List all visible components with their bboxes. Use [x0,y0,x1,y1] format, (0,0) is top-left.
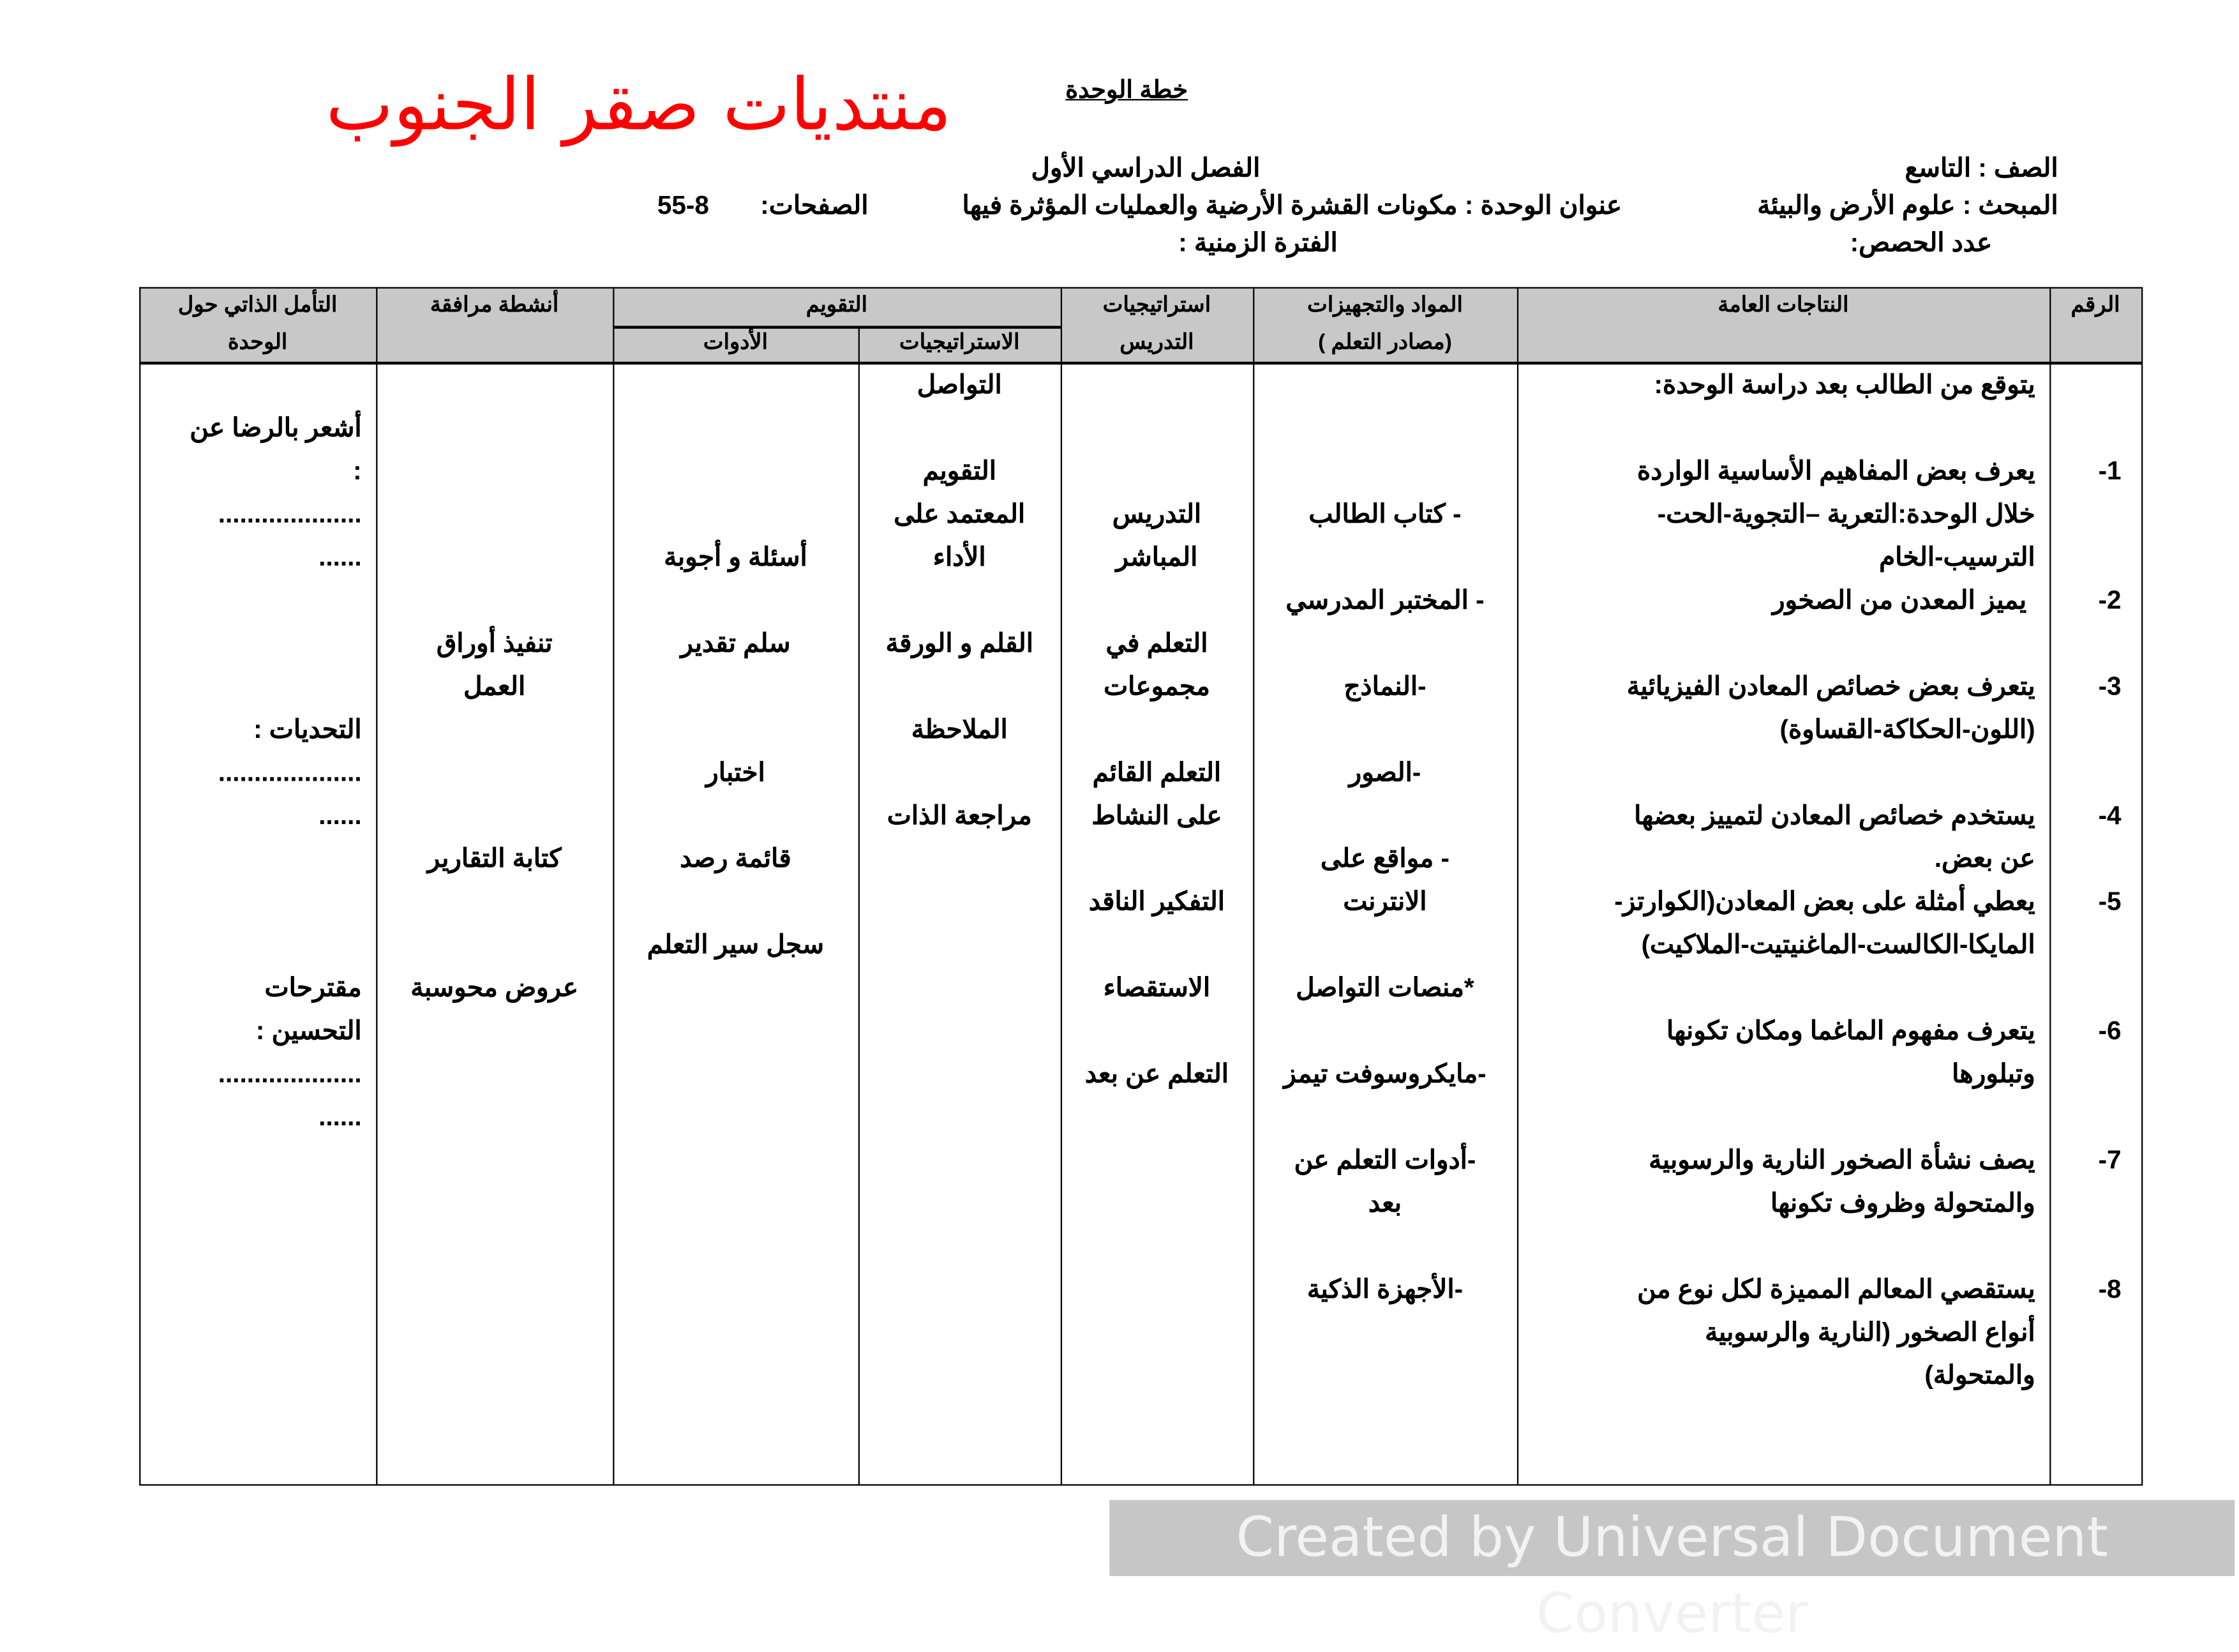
reflection-line: أشعر بالرضا عن [190,413,362,442]
outcome-number: -4 [2098,800,2122,830]
outcome-line: أنواع الصخور (النارية والرسوبية [1705,1318,2035,1347]
teaching-strategy: التعلم في [1105,628,1208,657]
subject-label: المبحث : علوم الأرض والبيئة [1757,191,2058,220]
semester-label: الفصل الدراسي الأول [1031,153,1261,183]
header-assess-strategies: الاستراتيجيات [899,330,1020,355]
assessment-strategy: القلم و الورقة [885,628,1034,657]
material-item: -النماذج [1344,672,1427,701]
outcome-number: -5 [2098,887,2122,916]
period-label: الفترة الزمنية : [1178,228,1338,257]
activity-item: تنفيذ أوراق [436,628,553,657]
converter-watermark: Created by Universal Document Converter [1109,1500,2235,1576]
assessment-tool: سجل سير التعلم [647,930,825,959]
assessment-tool: قائمة رصد [680,844,791,873]
teaching-strategy: التعلم القائم [1092,758,1222,787]
outcome-line: يعطي أمثلة على بعض المعادن(الكوارتز- [1614,887,2035,916]
header-number: الرقم [2071,292,2120,317]
outcome-line: خلال الوحدة:التعرية –التجوية-الحت- [1657,499,2035,529]
header-teaching: استراتيجيات [1102,292,1211,317]
material-item: -أدوات التعلم عن [1294,1145,1476,1175]
assessment-strategy: الملاحظة [911,714,1008,744]
outcome-number: -7 [2098,1145,2122,1175]
assessment-strategy: مراجعة الذات [887,800,1032,830]
grade-label: الصف : التاسع [1905,153,2058,183]
header-materials: المواد والتجهيزات [1307,292,1463,317]
outcome-line: عن بعض. [1934,844,2035,873]
outcome-line: الترسيب-الخام [1879,543,2035,571]
assessment-strategy: التقويم [922,456,996,486]
material-item: - المختبر المدرسي [1285,585,1485,615]
assessment-strategy: التواصل [917,370,1002,400]
header-reflection-sub: الوحدة [227,330,288,355]
reflection-line: التحسين : [255,1016,362,1046]
header-activities: أنشطة مرافقة [430,292,559,317]
reflection-line: ...... [318,1102,362,1131]
assessment-strategy: المعتمد على [894,499,1026,529]
outcome-number: -6 [2098,1016,2122,1046]
activity-item: العمل [463,672,526,701]
material-item: -الصور [1349,758,1421,787]
header-materials-sub: (مصادر التعلم ) [1318,330,1452,355]
pages-label: الصفحات: [760,191,869,220]
activity-item: عروض محوسبة [410,973,579,1002]
sessions-label: عدد الحصص: [1850,228,1993,257]
header-teaching-sub: التدريس [1120,330,1194,355]
outcome-number: -8 [2098,1274,2122,1303]
outcome-number: -2 [2098,585,2122,615]
outcome-line: يستقصي المعالم المميزة لكل نوع من [1637,1274,2035,1303]
material-item: -الأجهزة الذكية [1307,1274,1464,1303]
forum-brand-title: منتديات صقر الجنوب [326,63,952,147]
header-outcomes: النتاجات العامة [1718,292,1849,317]
material-item: *منصات التواصل [1296,973,1474,1002]
material-item: - مواقع على [1320,844,1449,873]
material-item: - كتاب الطالب [1308,499,1462,529]
assessment-tool: اختبار [706,758,765,787]
outcome-line: والمتحولة) [1924,1360,2035,1390]
assessment-strategy: الأداء [932,543,986,571]
header-assess-tools: الأدوات [703,330,768,355]
reflection-line: ...... [318,543,362,571]
outcome-line: يتعرف مفهوم الماغما ومكان تكونها [1666,1016,2035,1046]
reflection-line: .................... [218,1059,362,1088]
teaching-strategy: على النشاط [1091,800,1222,830]
outcome-line: وتبلورها [1952,1059,2035,1088]
header-reflection: التأمل الذاتي حول [177,292,338,317]
teaching-strategy: التفكير الناقد [1088,887,1225,916]
outcome-line: المايكا-الكالست-الماغنيتيت-الملاكيت) [1641,930,2035,959]
reflection-line: : [353,456,362,486]
teaching-strategy: التدريس [1112,499,1202,529]
teaching-strategy: مجموعات [1104,672,1210,701]
teaching-strategy: الاستقصاء [1103,973,1211,1002]
outcome-line: يصف نشأة الصخور النارية والرسوبية [1649,1145,2035,1175]
reflection-line: ...... [318,800,362,830]
assessment-tool: أسئلة و أجوبة [664,543,807,571]
pages-value: 55-8 [657,191,709,220]
reflection-line: مقترحات [264,973,362,1002]
outcome-line: يتعرف بعض خصائص المعادن الفيزيائية [1626,672,2035,701]
header-assessment: التقويم [805,292,868,317]
reflection-line: .................... [218,758,362,787]
material-item: -مايكروسوفت تيمز [1284,1059,1486,1088]
outcome-number: -3 [2098,672,2122,701]
teaching-strategy: المباشر [1116,543,1198,571]
outcome-line: والمتحولة وظروف تكونها [1770,1188,2035,1217]
outcome-line: يميز المعدن من الصخور [1772,585,2027,615]
reflection-line: .................... [218,499,362,529]
outcome-line: (اللون-الحكاكة-القساوة) [1779,714,2035,744]
unit-title-label: عنوان الوحدة : مكونات القشرة الأرضية والعمليات المؤثرة فيها [962,191,1622,220]
outcome-number: -1 [2098,456,2122,486]
material-item: بعد [1368,1188,1402,1217]
outcome-line: يعرف بعض المفاهيم الأساسية الواردة [1636,456,2035,486]
outcome-line: يستخدم خصائص المعادن لتمييز بعضها [1634,800,2035,830]
activity-item: كتابة التقارير [427,844,562,873]
outcomes-intro: يتوقع من الطالب بعد دراسة الوحدة: [1654,370,2035,400]
teaching-strategy: التعلم عن بعد [1084,1059,1229,1088]
reflection-line: التحديات : [253,714,362,744]
material-item: الانترنت [1343,887,1427,916]
plan-title: خطة الوحدة [1065,76,1188,103]
assessment-tool: سلم تقدير [680,628,791,657]
